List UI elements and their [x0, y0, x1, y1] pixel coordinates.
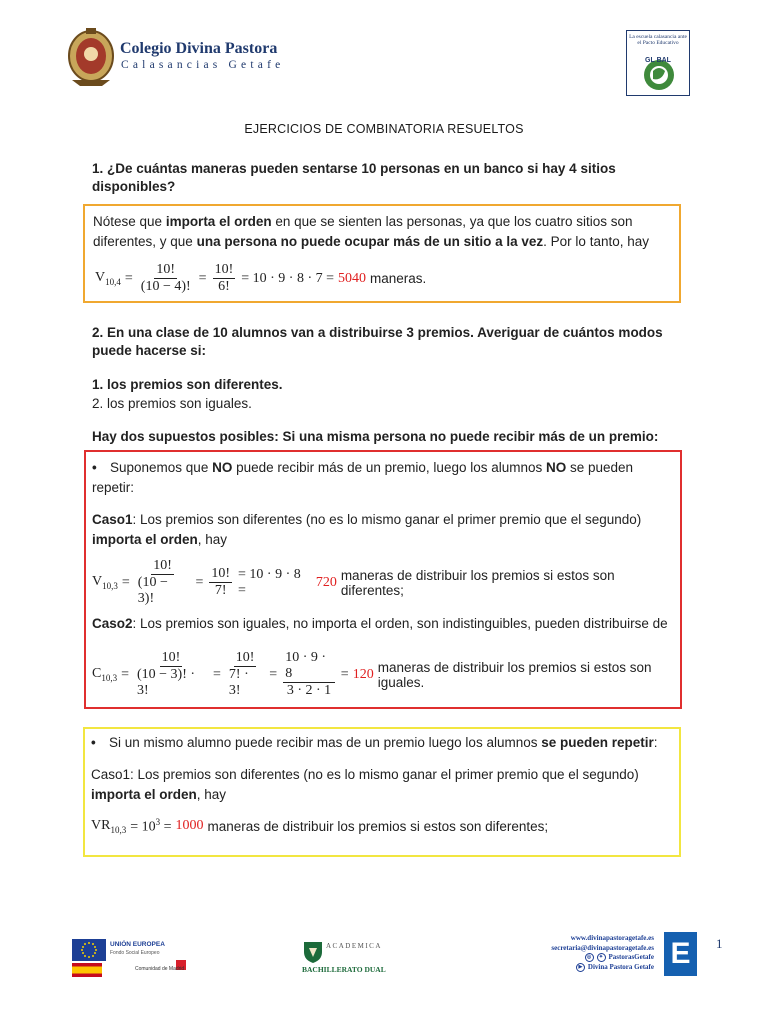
fraction: $\frac{10!}{7!}$: [211, 566, 231, 598]
global-badge-text: La escuela calasancia ante el Pacto Educativo: [629, 34, 687, 46]
question-2-item-1: 1. los premios son diferentes.: [92, 377, 283, 392]
fraction: $\frac{10!}{(10 - 4)!}$: [140, 262, 191, 294]
formula-result: 5040: [338, 270, 367, 286]
repeat-box: [83, 727, 681, 857]
caso1-text: Caso1: Los premios son diferentes (no es lo mismo ganar el primer premio que el segundo) importa el orden, hay: [92, 512, 642, 547]
answer-1-bold: una persona no puede ocupar más de un sitio a la vez: [196, 234, 544, 249]
website-link[interactable]: www.divinapastoragetafe.es: [570, 934, 654, 942]
repeat-caso1-text: Caso1: Los premios son diferentes (no es lo mismo ganar el primer premio que el segundo) importa el orden, hay: [91, 767, 639, 802]
formula-vr10-3: $VR_{10,3}$ = $10^3$ = 1000 maneras de distribuir los premios si estos son diferentes;: [91, 817, 549, 835]
eu-title: UNIÓN EUROPEA: [110, 941, 165, 948]
fraction: $\frac{10!}{(10 - 3)!}$: [137, 558, 172, 606]
answer-1-box: [83, 204, 681, 303]
formula-symbol: V: [95, 270, 106, 286]
answer-1-part: en que se sienten las personas, ya que los cuatro sitios son diferentes, y que: [93, 214, 633, 249]
answer-1-bold: importa el orden: [165, 214, 272, 229]
formula-product: = 10 · 9 · 8 · 7 =: [241, 270, 335, 286]
formula-v10-3: $V_{10,3}$ = $\frac{10!}{(10 - 3)!}$ = $\frac{10!}{7!}$ = 10 · 9 · 8 = 720 maneras de distribuir los premios si estos son diferentes;: [92, 558, 615, 606]
academica-text: ACADEMICA: [326, 942, 382, 950]
school-name: Colegio Divina Pastora: [120, 40, 278, 57]
formula-subscript: 10,4: [105, 276, 121, 287]
contact-block: [551, 934, 654, 972]
twitter-icon: ✦: [597, 953, 606, 962]
formula-unit: maneras.: [370, 271, 427, 286]
fraction: $\frac{10!}{6!}$: [214, 262, 234, 294]
formula-v10-4: $V_{10,4}$ = $\frac{10!}{(10 - 4)!}$ = $\frac{10!}{6!}$ = 10 · 9 · 8 · 7 = 5040 maneras.: [95, 262, 427, 294]
fraction: $\frac{10!}{(10 - 3)! \cdot 3!}$: [137, 650, 196, 698]
bachillerato-dual-text: BACHILLERATO DUAL: [302, 965, 386, 974]
school-crest-logo: [62, 26, 120, 88]
email-link[interactable]: secretaria@divinapastoragetafe.es: [551, 943, 654, 952]
instagram-icon: ◎: [585, 953, 594, 962]
fraction: $\frac{10 \cdot 9 \cdot 8}{3 \cdot 2 \cdot 1}$: [283, 650, 335, 699]
social-handle[interactable]: PastorasGetafe: [608, 953, 654, 961]
answer-1-part: . Por lo tanto, hay: [543, 234, 649, 249]
school-subtitle: Calasancias Getafe: [121, 59, 285, 71]
formula-result: 120: [352, 666, 374, 682]
no-repeat-bullet: • Suponemos que NO puede recibir más de un premio, luego los alumnos NO se pueden repetir:: [92, 460, 634, 495]
document-title: EJERCICIOS DE COMBINATORIA RESUELTOS: [244, 122, 524, 136]
formula-result: 1000: [175, 818, 204, 834]
eu-subtitle: Fondo Social Europeo: [110, 950, 160, 956]
caso2-text: Caso2: Los premios son iguales, no importa el orden, son indistinguibles, pueden distribuirse de: [92, 616, 668, 631]
formula-c10-3: $C_{10,3}$ = $\frac{10!}{(10 - 3)! \cdot 3!}$ = $\frac{10!}{7! \cdot 3!}$ = $\frac{10 \cdot 9 \cdot 8}{3 \cdot 2 \cdot 1}$ = 120 maneras de distribuir los premios si estos son iguales.: [92, 650, 652, 698]
answer-1-text: [93, 212, 673, 252]
question-2-intro: Hay dos supuestos posibles: Si una misma persona no puede recibir más de un premio:: [92, 429, 659, 444]
page-number: 1: [716, 936, 723, 951]
e-logo-icon: E: [664, 932, 697, 976]
spain-flag-icon: [72, 963, 102, 977]
question-1: 1. ¿De cuántas maneras pueden sentarse 10 personas en un banco si hay 4 sitios disponibles?: [92, 161, 616, 194]
answer-1-part: Nótese que: [93, 214, 166, 229]
academica-shield-icon: [303, 940, 323, 964]
no-repeat-box: [84, 450, 682, 709]
social-channel[interactable]: Divina Pastora Getafe: [587, 962, 654, 971]
global-word: GL BAL: [645, 57, 671, 64]
fraction: $\frac{10!}{7! \cdot 3!}$: [228, 650, 255, 698]
comunidad-madrid-text: Comunidad de Madrid: [135, 966, 185, 972]
youtube-icon: ▶: [576, 963, 585, 972]
eu-flag-icon: [72, 939, 106, 961]
question-2: 2. En una clase de 10 alumnos van a distribuirse 3 premios. Averiguar de cuántos modos puede hacerse si:: [92, 325, 663, 358]
question-2-item-2: 2. los premios son iguales.: [92, 396, 252, 411]
global-badge: [626, 30, 690, 96]
repeat-bullet: • Si un mismo alumno puede recibir mas de un premio luego los alumnos se pueden repetir:: [91, 735, 658, 750]
formula-result: 720: [315, 574, 337, 590]
